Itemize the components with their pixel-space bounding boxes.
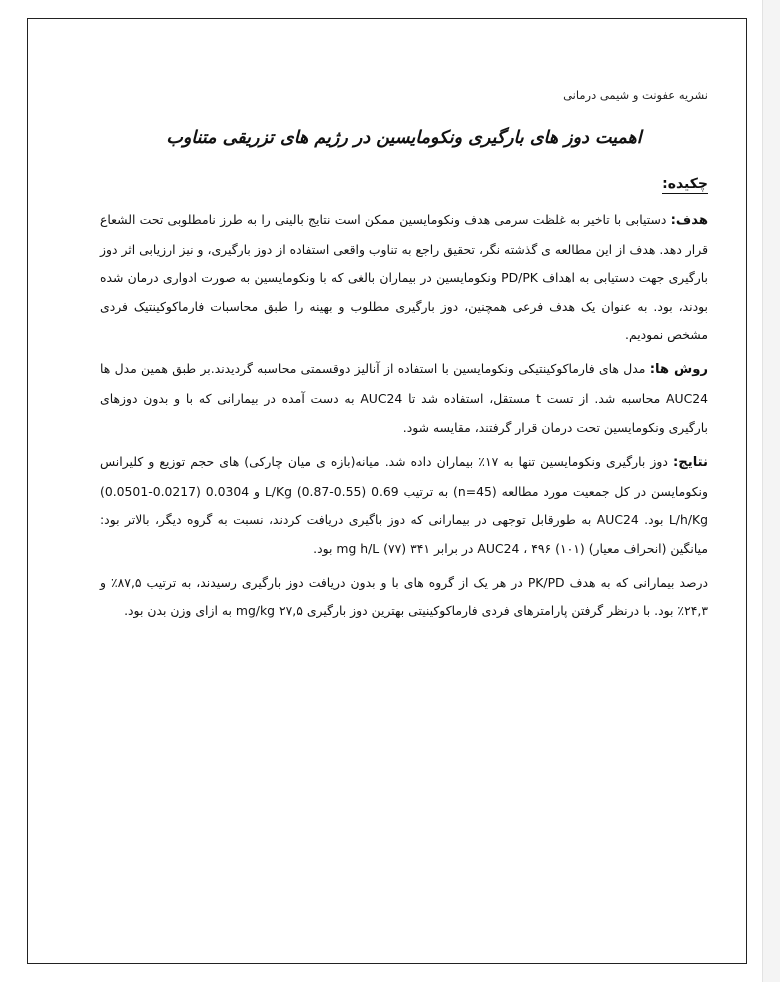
page-content <box>100 88 708 631</box>
objective-label: هدف: <box>670 213 708 228</box>
results-paragraph <box>100 448 708 563</box>
results-label: نتایج: <box>672 454 708 470</box>
methods-label: روش ها: <box>649 362 708 378</box>
conclusion-text: درصد بیمارانی که به هدف PK/PD در هر یک از گروه های با و بدون دریافت دوز بارگیری رسیدند، به ترتیب ۸۷,۵٪ و ۲۴,۳٪ بود. با درنظر گرفتن پارامترهای فردی فارماکوکینیتی بهترین دوز بارگیری ۲۷,۵ mg/kg به ازای وزن بدن بود. <box>100 574 708 619</box>
viewer-right-edge <box>762 0 780 982</box>
abstract-heading-text: چکیده: <box>662 176 708 192</box>
journal-name: نشریه عفونت و شیمی درمانی <box>563 88 708 102</box>
conclusion-paragraph <box>100 569 708 626</box>
article-title: اهمیت دوز های بارگیری ونکومایسین در رژیم های تزریقی متناوب <box>166 128 642 148</box>
objective-text: دستیابی با تاخیر به غلظت سرمی هدف ونکومایسین ممکن است نتایج بالینی را به طرز نامطلوبی تحت الشعاع قرار دهد. هدف از این مطالعه ی گذشته نگر، تحقیق راجع به تناوب واقعی استفاده از دوز بارگیری، و نیز ارزیابی اثر دوز بارگیری جهت دستیابی به اهداف PD/PK ونکومایسین در بیماران بالغی که با ونکومایسین به صورت ادواری درمان شده بودند، بود. به عنوان یک هدف فرعی همچنین، دوز بارگیری مطلوب و بهینه را طبق محاسبات فارماکوکینتیک فردی مشخص نمودیم. <box>100 212 708 342</box>
methods-paragraph <box>100 355 708 442</box>
objective-paragraph <box>100 206 708 349</box>
methods-text: مدل های فارماکوکینتیکی ونکومایسین با استفاده از آنالیز دوقسمتی محاسبه گردیدند.بر طبق همین مدل ها AUC24 محاسبه شد. از تست t مستقل، استفاده شد تا AUC24 به دست آمده در بیمارانی که با و بدون دوزهای بارگیری ونکومایسین تحت درمان قرار گرفتند، مقایسه شود. <box>100 361 708 435</box>
results-text: دوز بارگیری ونکومایسین تنها به ۱۷٪ بیماران داده شد. میانه(بازه ی میان چارکی) های حجم توزیع و کلیرانس ونکومایسن در کل جمعیت مورد مطالعه (n=45) به ترتیب 0.69 (0.55-0.87) L/Kg و 0.0304 (0.0217-0.0501) L/h/Kg بود. AUC24 به طورقابل توجهی در بیمارانی که دوز باگیری دریافت کردند، نسبت به گروه دیگر، بالاتر بود: میانگین (انحراف معیار) AUC24 ، ۴۹۶ (۱۰۱) در برابر ۳۴۱ (۷۷) mg h/L بود. <box>100 453 708 556</box>
abstract-heading <box>100 176 708 192</box>
